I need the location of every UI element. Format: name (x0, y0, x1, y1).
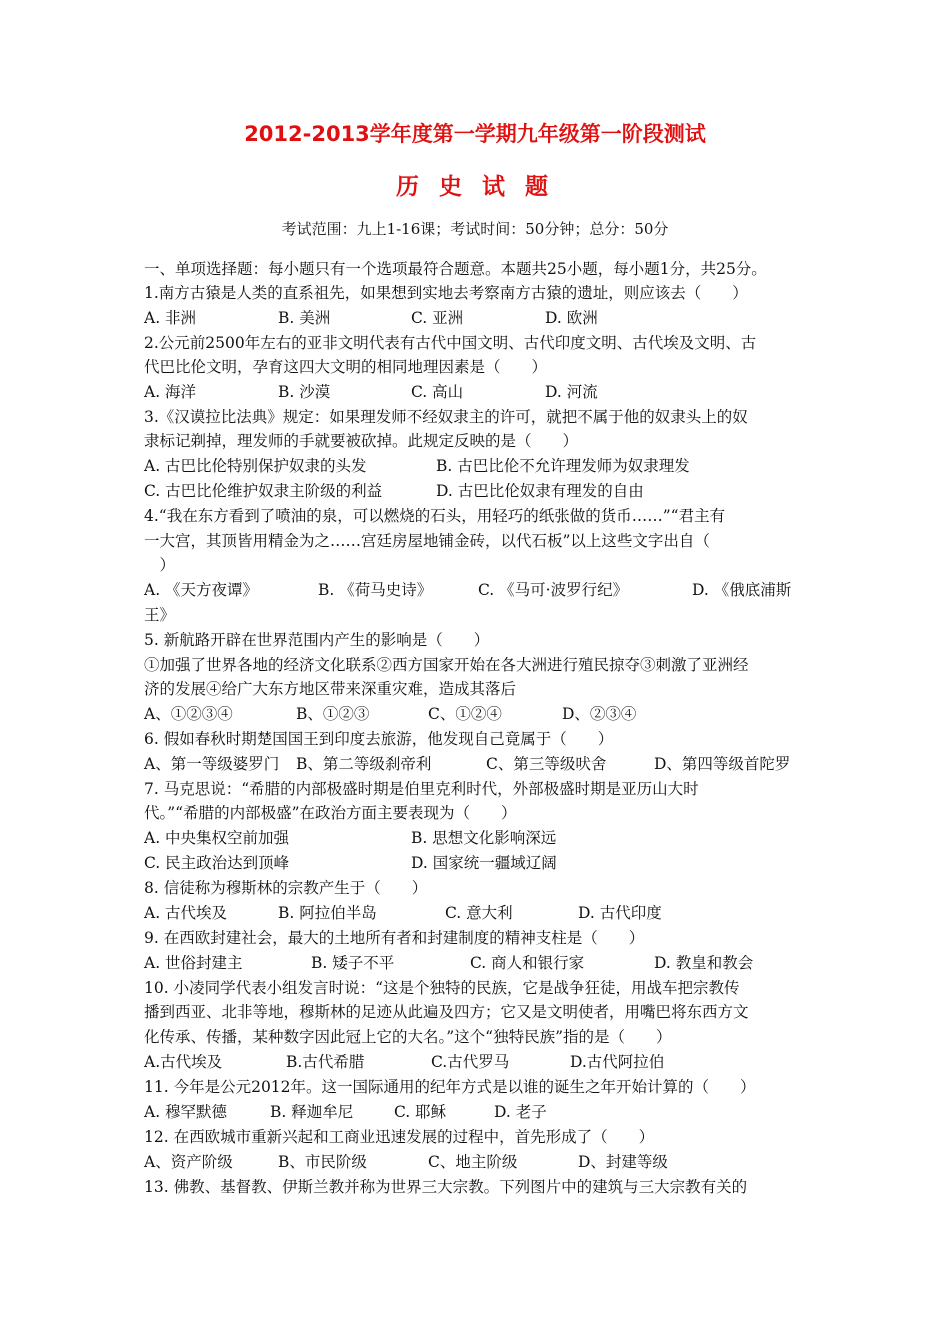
question-1-stem: 1.南方古猿是人类的直系祖先，如果想到实地去考察南方古猿的遗址，则应该去（ ） (144, 284, 748, 302)
question-2-option-d: D. 河流 (545, 383, 598, 401)
question-3-option-c: C. 古巴比伦维护奴隶主阶级的利益 (144, 482, 383, 500)
question-8-option-a: A. 古代埃及 (144, 904, 228, 922)
question-2-stem-line: 代巴比伦文明，孕育这四大文明的相同地理因素是（ ） (144, 358, 548, 376)
question-6-option-d: D、第四等级首陀罗 (654, 755, 791, 773)
question-2-option-b: B. 沙漠 (278, 383, 331, 401)
question-12-option-d: D、封建等级 (578, 1153, 668, 1171)
question-7-stem-line: 7. 马克思说：“希腊的内部极盛时期是伯里克利时代，外部极盛时期是亚历山大时 (144, 780, 699, 798)
question-3-option-b: B. 古巴比伦不允许理发师为奴隶理发 (436, 457, 690, 475)
question-5-option-c: C、①②④ (428, 705, 502, 723)
question-2-stem-line: 2.公元前2500年左右的亚非文明代表有古代中国文明、古代印度文明、古代埃及文明、古 (144, 334, 757, 352)
exam-title: 2012-2013学年度第一学期九年级第一阶段测试 (244, 122, 706, 146)
question-6-stem: 6. 假如春秋时期楚国国王到印度去旅游，他发现自己竟属于（ ） (144, 730, 614, 748)
question-12-option-a: A、资产阶级 (144, 1153, 233, 1171)
question-8-option-b: B. 阿拉伯半岛 (278, 904, 377, 922)
question-6-option-a: A、第一等级婆罗门 (144, 755, 280, 773)
question-8-option-c: C. 意大利 (445, 904, 513, 922)
question-11-option-b: B. 释迦牟尼 (270, 1103, 354, 1121)
question-1-option-a: A. 非洲 (144, 309, 197, 327)
question-5-option-b: B、①②③ (296, 705, 370, 723)
question-10-option-b: B.古代希腊 (286, 1053, 365, 1071)
question-4-stem-line: 一大宫，其顶皆用精金为之……宫廷房屋地铺金砖，以代石板”以上这些文字出自（ (144, 532, 710, 550)
question-4-option-d: D. 《俄底浦斯 (692, 581, 792, 599)
question-10-option-d: D.古代阿拉伯 (570, 1053, 665, 1071)
question-5-stem-line: 5. 新航路开辟在世界范围内产生的影响是（ ） (144, 631, 490, 649)
question-9-option-c: C. 商人和银行家 (470, 954, 585, 972)
question-8-stem: 8. 信徒称为穆斯林的宗教产生于（ ） (144, 879, 428, 897)
question-2-option-a: A. 海洋 (144, 383, 197, 401)
question-5-stem-line: ①加强了世界各地的经济文化联系②西方国家开始在各大洲进行殖民掠夺③刺激了亚洲经 (144, 656, 749, 674)
question-1-option-b: B. 美洲 (278, 309, 331, 327)
question-4-option-b: B. 《荷马史诗》 (318, 581, 433, 599)
question-4-stem-line: ） (144, 556, 176, 574)
question-5-option-d: D、②③④ (562, 705, 637, 723)
question-6-option-c: C、第三等级吠舍 (486, 755, 607, 773)
question-6-option-b: B、第二等级刹帝利 (296, 755, 432, 773)
question-11-option-c: C. 耶稣 (394, 1103, 447, 1121)
question-7-option-d: D. 国家统一疆域辽阔 (411, 854, 557, 872)
question-7-option-c: C. 民主政治达到顶峰 (144, 854, 290, 872)
question-7-stem-line: 代。”“希腊的内部极盛”在政治方面主要表现为（ ） (144, 804, 517, 822)
question-4-option-a: A. 《天方夜谭》 (144, 581, 259, 599)
question-12-stem: 12. 在西欧城市重新兴起和工商业迅速发展的过程中，首先形成了（ ） (144, 1128, 655, 1146)
section-heading: 一、单项选择题：每小题只有一个选项最符合题意。本题共25小题，每小题1分，共25分。 (144, 260, 767, 278)
question-9-stem: 9. 在西欧封建社会，最大的土地所有者和封建制度的精神支柱是（ ） (144, 929, 645, 947)
question-10-stem-line: 10. 小凌同学代表小组发言时说：“这是个独特的民族，它是战争狂徒，用战车把宗教传 (144, 979, 740, 997)
question-12-option-c: C、地主阶级 (428, 1153, 518, 1171)
question-11-stem: 11. 今年是公元2012年。这一国际通用的纪年方式是以谁的诞生之年开始计算的（ ） (144, 1078, 756, 1096)
question-3-option-d: D. 古巴比伦奴隶有理发的自由 (436, 482, 644, 500)
question-9-option-d: D. 教皇和教会 (654, 954, 754, 972)
question-11-option-d: D. 老子 (494, 1103, 547, 1121)
question-10-option-c: C.古代罗马 (431, 1053, 510, 1071)
question-4-stem-line: 4.“我在东方看到了喷油的泉，可以燃烧的石头，用轻巧的纸张做的货币……”“君主有 (144, 507, 726, 525)
question-9-option-b: B. 矮子不平 (311, 954, 395, 972)
question-5-option-a: A、①②③④ (144, 705, 233, 723)
question-7-option-a: A. 中央集权空前加强 (144, 829, 290, 847)
exam-info: 考试范围：九上1-16课；考试时间：50分钟；总分：50分 (281, 220, 669, 238)
question-3-stem-line: 隶标记剃掉，理发师的手就要被砍掉。此规定反映的是（ ） (144, 432, 579, 450)
question-4-option-d-continued: 王》 (144, 606, 176, 624)
question-10-stem-line: 播到西亚、北非等地，穆斯林的足迹从此遍及四方；它又是文明使者，用嘴巴将东西方文 (144, 1003, 749, 1021)
question-3-option-a: A. 古巴比伦特别保护奴隶的头发 (144, 457, 367, 475)
question-5-stem-line: 济的发展④给广大东方地区带来深重灾难，造成其落后 (144, 680, 517, 698)
question-1-option-d: D. 欧洲 (545, 309, 598, 327)
subject-title: 历 史 试 题 (395, 174, 555, 200)
question-13-stem: 13. 佛教、基督教、伊斯兰教并称为世界三大宗教。下列图片中的建筑与三大宗教有关的 (144, 1178, 748, 1196)
question-8-option-d: D. 古代印度 (578, 904, 662, 922)
question-2-option-c: C. 高山 (411, 383, 464, 401)
question-9-option-a: A. 世俗封建主 (144, 954, 243, 972)
question-10-option-a: A.古代埃及 (144, 1053, 223, 1071)
question-7-option-b: B. 思想文化影响深远 (411, 829, 557, 847)
question-12-option-b: B、市民阶级 (278, 1153, 367, 1171)
question-3-stem-line: 3.《汉谟拉比法典》规定：如果理发师不经奴隶主的许可，就把不属于他的奴隶头上的奴 (144, 408, 748, 426)
question-1-option-c: C. 亚洲 (411, 309, 464, 327)
question-4-option-c: C. 《马可·波罗行纪》 (478, 581, 629, 599)
question-10-stem-line: 化传承、传播，某种数字因此冠上它的大名。”这个“独特民族”指的是（ ） (144, 1028, 672, 1046)
question-11-option-a: A. 穆罕默德 (144, 1103, 228, 1121)
